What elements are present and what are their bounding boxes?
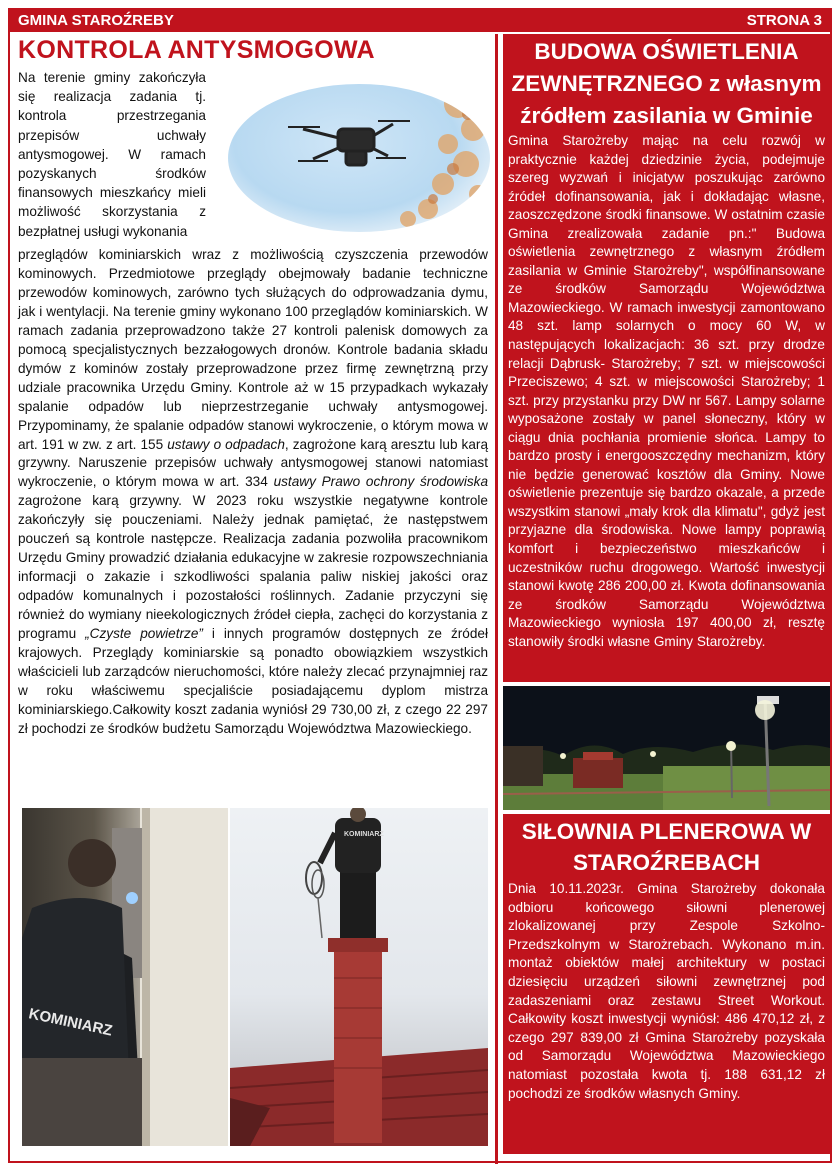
header-page-number: STRONA 3	[746, 12, 822, 29]
page-header	[8, 10, 832, 32]
left-article-body	[18, 246, 488, 739]
autumn-leaves	[400, 90, 487, 227]
header-municipality: GMINA STAROŹREBY	[18, 12, 174, 29]
left-article-text-4: i innych programów dostępnych ze źródeł krajowych. Przeglądy kominiarskie są ponadto obowiązkiem wszystkich właścicieli lub zarządców nieruchomości, które należy zlecać przynajmniej raz w roku właściwemu specjaliście posiadającemu dyplom mistrza kominiarskiego.Całkowity koszt zadania wyniósł 29 730,00 zł, z czego 22 297 zł pochodzi ze środków budżetu Samorządu Województwa Mazowieckiego.	[18, 626, 488, 736]
chimney-sweep-roof-photo	[230, 808, 488, 1146]
left-article-italic-3: „Czyste powietrze”	[85, 626, 203, 642]
left-article-italic-1: ustawy o odpadach	[167, 436, 285, 452]
lighting-article-body: Gmina Starożreby mając na celu rozwój w praktycznie każdej dziedzinie życia, podejmuje szereg wyzwań i inicjatyw poszukując zarówno źródeł dofinansowania, jak i dokładając własne, zaoszczędzone środki finansowe. W ostatnim czasie Gmina zrealizowała zadanie pn.:" Budowa oświetlenia zewnętrznego z własnym źródłem zasilania w Gminie Starożreby", współfinansowane ze środków Samorządu Województwa Mazowieckiego. W ramach inwestycji zamontowano 48 szt. lamp solarnych o mocy 60 W, w następujących lokalizacjach: 36 szt. przy drodze relacji Dąbrusk- Starożreby; 7 szt. w miejscowości Przeciszewo; 4 szt. w miejscowości Starożreby; 1 szt. przy przystanku przy DW nr 567. Lampy solarne wyposażone zostały w panel słoneczny, który w ciągu dnia pochłania promienie słońca. Lampy to bardzo prosty i energooszczędny mechanizm, który nie będzie generować kosztów dla Gminy. Nowe oświetlenie prezentuje się bardzo okazale, a przede wszystkim stanowi „mały krok dla klimatu", gdyż jest przyjazne dla środowiska. Nowe lampy poprawią komfort i bezpieczeństwo mieszkańców i uczestników ruchu drogowego. Wartość inwestycji stanowi kwotę 286 200,00 zł. Kwota dofinansowania ze środków Samorządu Województwa Mazowieckiego wyniosła 197 400,00 zł, resztę stanowiły środki własne Gminy Starożreby.	[508, 133, 825, 649]
left-article-title: KONTROLA ANTYSMOGOWA	[18, 36, 375, 64]
left-article-intro: Na terenie gminy zakończyła się realizacja zadania tj. kontrola przestrzegania przepisów uchwały antysmogowej. W ramach pozyskanych środków finansowych mieszkańcy mieli możliwość skorzystania z bezpłatnej usługi wykonania	[18, 70, 206, 239]
back-text: KOMINIARZ	[344, 831, 384, 838]
left-article-text-2: , zagrożone karą aresztu lub karą grzywny. Naruszenie przepisów uchwały antysmogowej stanowi natomiast wykroczenie, o którym mowa w art. 334	[18, 436, 489, 490]
gym-article-box	[503, 814, 830, 1154]
chimney-sweep-inspection-photo	[22, 808, 228, 1146]
column-divider	[495, 34, 498, 1164]
gym-article-body: Dnia 10.11.2023r. Gmina Starożreby dokonała odbioru końcowego siłowni plenerowej zlokalizowanej przy Zespole Szkolno-Przedszkolnym w Starożrebach. Wykonano m.in. montaż obiektów małej architektury w postaci dziesięciu urządzeń siłowni zewnętrznej pod zadaszeniami oraz zestawu Street Workout. Całkowity koszt inwestycji wyniósł: 486 470,12 zł, z czego 297 839,00 zł Gmina Starożreby pozyskała od Samorządu Województwa Mazowieckiego natomiast pozostała kwota tj. 188 631,12 zł pochodzi ze środków własnych Gminy.	[508, 881, 825, 1101]
lighting-article-box	[503, 34, 830, 682]
lighting-article-title: BUDOWA OŚWIETLENIA ZEWNĘTRZNEGO z własnym źródłem zasilania w Gminie	[511, 39, 822, 128]
left-article-text-3: zagrożone karą grzywny. W 2023 roku wszystkie negatywne kontrole zakończyły się pouczeniami. Należy jednak pamiętać, że następstwem pouczeń są kontrole następcze. Realizacja zadania pozwoliła pracownikom Urzędu Gminy prowadzić działania edukacyjne w zakresie rozpowszechniania informacji o zakazie i szkodliwości spalania paliw niskiej jakości oraz odpadów komunalnych i pozostałości roślinnych. Zadanie przyczyni się również do wymiany nieekologicznych źródeł ciepła, zachęci do korzystania z programu	[18, 493, 488, 642]
left-article-text-1: przeglądów kominiarskich wraz z możliwością czyszczenia przewodów kominowych. Przedmiotowe przeglądy obejmowały badanie techniczne przewodów kominowych, zarówno tych służących do odprowadzania dymu, jak i wentylacji. Na terenie gminy wykonano 100 przeglądów kominiarskich. W ramach zadania przeprowadzono także 27 kontroli palenisk domowych za pomocą specjalistycznych bezzałogowych dronów. Kontrole badania składu dymów z kominów zostały przeprowadzone przez firmę zewnętrzną przy udziale pracownika Urzędu Gminy. Kontrole aż w 15 przypadkach wykazały spalanie odpadów lub nieprzestrzeganie uchwały antysmogowej. Przypominamy, że spalanie odpadów stanowi wykroczenie, o którym mowa w art. 191 w zw. z art. 155	[18, 247, 488, 452]
gym-article-title: SIŁOWNIA PLENEROWA W STAROŹREBACH	[521, 819, 812, 875]
drone-shape	[288, 121, 410, 165]
solar-lamps-night-photo	[503, 686, 830, 810]
jacket-text: KOMINIARZ	[27, 1005, 114, 1040]
left-article-italic-2: ustawy Prawo ochrony środowiska	[273, 474, 489, 490]
drone-photo	[228, 84, 490, 232]
